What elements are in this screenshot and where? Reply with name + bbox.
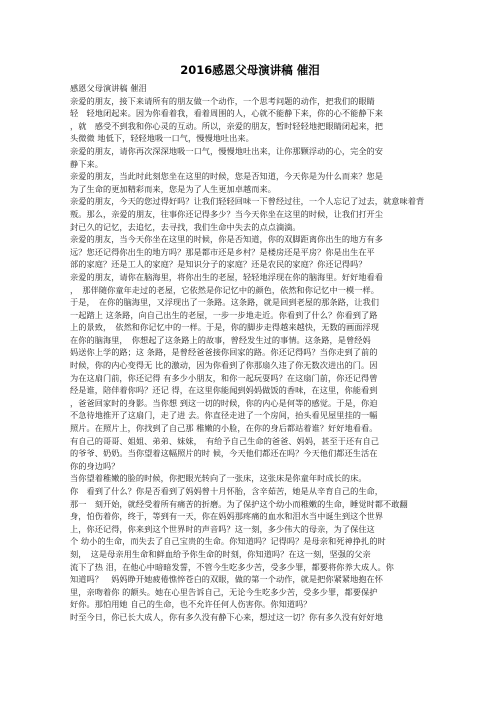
body-line: 上，你还记得，你来到这个世界时的声音吗？这一刻，多少伟大的母亲，为了保住这 — [70, 523, 375, 534]
body-line: 于是， 在你的脑海里，又浮现出了一条路。这条路，就是回到老屋的那条路，让我们 — [70, 297, 379, 308]
body-line: 在你的脑海里， 你想起了这条路上的故事，曾经发生过的事情。这条路，是曾经妈 — [70, 334, 371, 345]
body-line: 流下了热 泪，在他心中暗暗发誓，不管今生吃多少苦，受多少罪，都要将你养大成人。你 — [70, 561, 394, 572]
body-line: 为了生命的更加精彩而来，您是为了人生更加卓越而来。 — [70, 183, 276, 194]
body-line: 一起踏上 这条路，向自己出生的老屋，一步一步地走近。你看到了什么？你看到了路 — [70, 309, 378, 320]
body-line: ，就 感受不到我和你心灵的互动。所以，亲爱的朋友，暂时轻轻地把眼睛闭起来，把 — [70, 120, 384, 131]
body-line: 亲爱的朋友，当此时此刻您坐在这里的时候，您是否知道，今天你是为什么而来？您是 — [70, 171, 384, 182]
body-line: 叛。那么，亲爱的朋友，往事你还记得多少？当今天你坐在这里的时候，让我们打开尘 — [70, 208, 384, 219]
document-body — [70, 82, 430, 624]
body-line: 的爷爷、奶奶。当你望着这幅照片的时 候，今天他们都还在吗？今天他们都还生活在 — [70, 448, 378, 459]
body-line: 那一 刻开始，就经受着所有痛苦的折磨。为了保护这个幼小而稚嫩的生命，睡觉时都不敢翻 — [70, 498, 408, 509]
body-line: 你的身边吗？ — [70, 460, 120, 471]
body-line: 有自己的哥哥、姐姐、弟弟、妹妹， 有给予自己生命的爸爸、妈妈，甚至于还有自己 — [70, 435, 379, 446]
body-line: 经是谁，陪伴着你吗？还记 得，在这里你能闻到妈妈做饭的香味，在这里，你能看到 — [70, 385, 378, 396]
body-line: 你 看到了什么？你是否看到了妈妈曾十月怀胎，含辛茹苦，她是从辛育自己的生命， — [70, 486, 384, 496]
body-line: 头微微 地低下，轻轻地吸一口气，慢慢地吐出来。 — [70, 133, 254, 144]
body-line: 妈送你上学的路；这 条路，是曾经爸爸接你回家的路。你还记得吗？当你走到了前的 — [70, 347, 378, 358]
body-line: ，爸爸回家时的身影。当你想 到这一切的时候，你的内心是何等的感觉。于是，你迫 — [70, 397, 378, 408]
body-line: 为在这扇门前，你还记得 有多少小朋友，和你一起玩耍吗？在这扇门前，你还记得曾 — [70, 372, 378, 383]
body-line: 个 幼小的生命，而失去了自己宝贵的生命。你知道吗？记得吗？是母亲和死神挣扎的时 — [70, 536, 386, 547]
body-line: 亲爱的朋友，接下来请所有的朋友做一个动作，一个思考问题的动作，把我们的眼睛 — [70, 95, 375, 106]
body-line: 照片。在照片上，你找到了自己那 稚嫩的小脸，在你的身后都站着谁？好好地看看。 — [70, 423, 378, 434]
body-line: 远？您还记得你出生的地方吗？那是都市还是乡村？是楼房还是平房？你是出生在平 — [70, 246, 375, 257]
body-line: 部的家庭？还是工人的家庭？是知识分子的家庭？还是农民的家庭？你还记得吗？ — [70, 259, 367, 270]
body-line: 知道吗？ 妈妈睁开她疲倦憔悴苍白的双眼，做的第一个动作，就是把你紧紧地抱在怀 — [70, 574, 384, 585]
body-line: 亲爱的朋友，当今天你坐在这里的时候，你是否知道，你的双脚距离你出生的地方有多 — [70, 234, 384, 245]
body-line: 轻 轻地闭起来。因为你看着我，看着周围的人，心就不能静下来，你的心不能静下来 — [70, 108, 384, 119]
document-title: 2016感恩父母演讲稿 催泪 — [180, 63, 320, 77]
body-line: 静下来。 — [70, 158, 103, 169]
body-line: 当你望着稚嫩的脸的时候，你把眼光转向了一张床，这张床是你童年时成长的床。 — [70, 473, 367, 484]
body-line: 不急待地推开了这扇门，走了进 去。你直径走进了一个房间，抬头看见屋里挂的一幅 — [70, 410, 378, 421]
body-line: 亲爱的朋友，请你在脑海里，将你出生的老屋，轻轻地浮现在你的脑海里。好好地看看 — [70, 271, 384, 282]
body-line: 身，怕伤着你，终于，等到有一天，你在妈妈那疼痛的血水和泪水当中诞生到这个世界 — [70, 511, 384, 522]
body-line: 时候，你的内心变得无 比的激动，因为你看到了你那扇久违了你无数次进出的门。因 — [70, 360, 378, 371]
body-line: ， 那伴随你童年走过的老屋，它依然是你记忆中的颜色，依然和你记忆中一模一样。 — [70, 284, 379, 295]
body-line: 封已久的记忆，去追忆，去寻找，我们生命中失去的点点滴滴。 — [70, 221, 301, 232]
body-line: 亲爱的朋友，今天的您过得好吗？让我们轻轻回味一下曾经过往，一个人忘记了过去，就意味着背 — [70, 196, 425, 207]
body-line: 感恩父母演讲稿 催泪 — [70, 83, 147, 93]
body-line: 时至今日，你已长大成人，你有多久没有静下心来，想过这一切？你有多久没有好好地 — [70, 611, 384, 622]
body-line: 亲爱的朋友，请你再次深深地吸一口气，慢慢地吐出来，让你那颗浮动的心，完全的安 — [70, 145, 384, 156]
body-line: 好你。那怕用她 自己的生命，也不允许任何人伤害你。你知道吗？ — [70, 599, 312, 610]
body-line: 上的景致， 依然和你记忆中的一样。于是，你的脚步走得越来越快，无数的画面浮现 — [70, 322, 379, 333]
body-line: 里，亲吻着你 的额头。她在心里告诉自己，无论今生吃多少苦，受多少罪，都要保护 — [70, 586, 378, 597]
body-line: 刻， 这是母亲用生命和鲜血给予你生命的时刻，你知道吗？在这一刻，坚强的父亲 — [70, 548, 371, 559]
